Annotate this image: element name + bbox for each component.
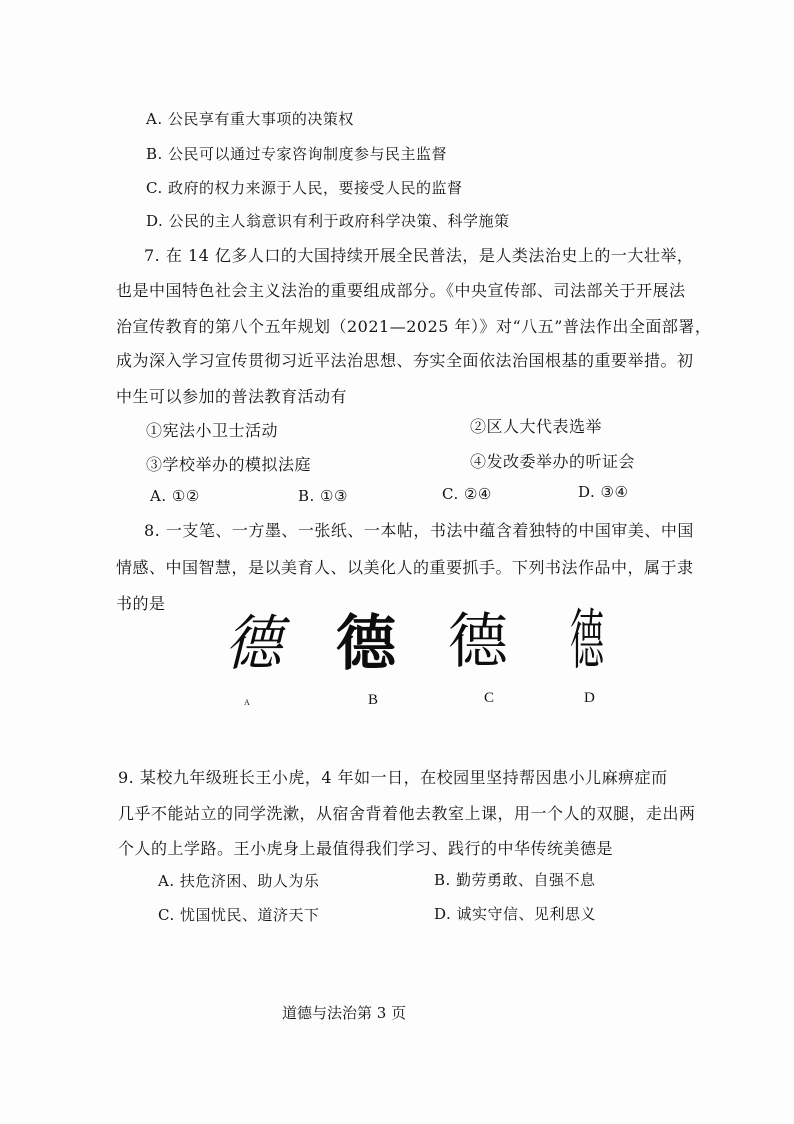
q7-option-c: C. ②④ — [442, 485, 492, 503]
q9-option-b: B. 勤劳勇敢、自强不息 — [434, 871, 596, 889]
page-footer: 道德与法治第 3 页 — [282, 1004, 407, 1022]
q7-item-3: ③学校举办的模拟法庭 — [146, 455, 312, 474]
q9-option-d: D. 诚实守信、见利思义 — [434, 905, 597, 923]
q7-option-a: A. ①② — [150, 487, 200, 505]
q6-option-b: B. 公民可以通过专家咨询制度参与民主监督 — [146, 145, 448, 163]
calligraphy-sample-d: 德 — [570, 601, 605, 679]
q9-stem-line-2: 几乎不能站立的同学洗漱，从宿舍背着他去教室上课，用一个人的双腿，走出两 — [118, 804, 696, 823]
q7-stem-line-1: 7. 在 14 亿多人口的大国持续开展全民普法，是人类法治史上的一大壮举， — [144, 246, 694, 265]
q8-stem-line-3: 书的是 — [116, 594, 166, 613]
calligraphy-label-c: C — [484, 690, 495, 706]
q9-stem-line-3: 个人的上学路。王小虎身上最值得我们学习、践行的中华传统美德是 — [118, 839, 614, 858]
calligraphy-label-a: A — [244, 698, 250, 707]
q7-item-2: ②区人大代表选举 — [470, 417, 603, 436]
q7-item-1: ①宪法小卫士活动 — [146, 421, 279, 440]
q6-option-d: D. 公民的主人翁意识有利于政府科学决策、科学施策 — [146, 212, 510, 230]
calligraphy-sample-c: 德 — [448, 607, 508, 677]
q6-option-a: A. 公民享有重大事项的决策权 — [146, 110, 354, 128]
q9-option-a: A. 扶危济困、助人为乐 — [158, 872, 320, 890]
q6-option-c: C. 政府的权力来源于人民，要接受人民的监督 — [146, 179, 463, 197]
q7-stem-line-5: 中生可以参加的普法教育活动有 — [116, 387, 348, 406]
calligraphy-label-d: D — [584, 690, 595, 706]
q7-option-b: B. ①③ — [298, 487, 348, 505]
q9-option-c: C. 忧国忧民、道济天下 — [158, 906, 320, 924]
q8-stem-line-1: 8. 一支笔、一方墨、一张纸、一本帖，书法中蕴含着独特的中国审美、中国 — [144, 521, 694, 540]
q8-stem-line-2: 情感、中国智慧，是以美育人、以美化人的重要抓手。下列书法作品中，属于隶 — [116, 558, 694, 577]
q7-stem-line-4: 成为深入学习宣传贯彻习近平法治思想、夯实全面依法治国根基的重要举措。初 — [116, 351, 694, 370]
q7-item-4: ④发改委举办的听证会 — [470, 452, 636, 471]
q9-stem-line-1: 9. 某校九年级班长王小虎，4 年如一日，在校园里坚持帮因患小儿麻痹症而 — [118, 768, 668, 787]
q7-stem-line-3: 治宣传教育的第八个五年规划（2021—2025 年）》对“八五”普法作出全面部署， — [116, 317, 712, 336]
calligraphy-sample-a: 德 — [220, 609, 296, 679]
q7-option-d: D. ③④ — [578, 483, 629, 501]
calligraphy-label-b: B — [368, 692, 379, 708]
calligraphy-sample-b: 德 — [336, 609, 396, 679]
q7-stem-line-2: 也是中国特色社会主义法治的重要组成部分。《中央宣传部、司法部关于开展法 — [116, 281, 686, 300]
